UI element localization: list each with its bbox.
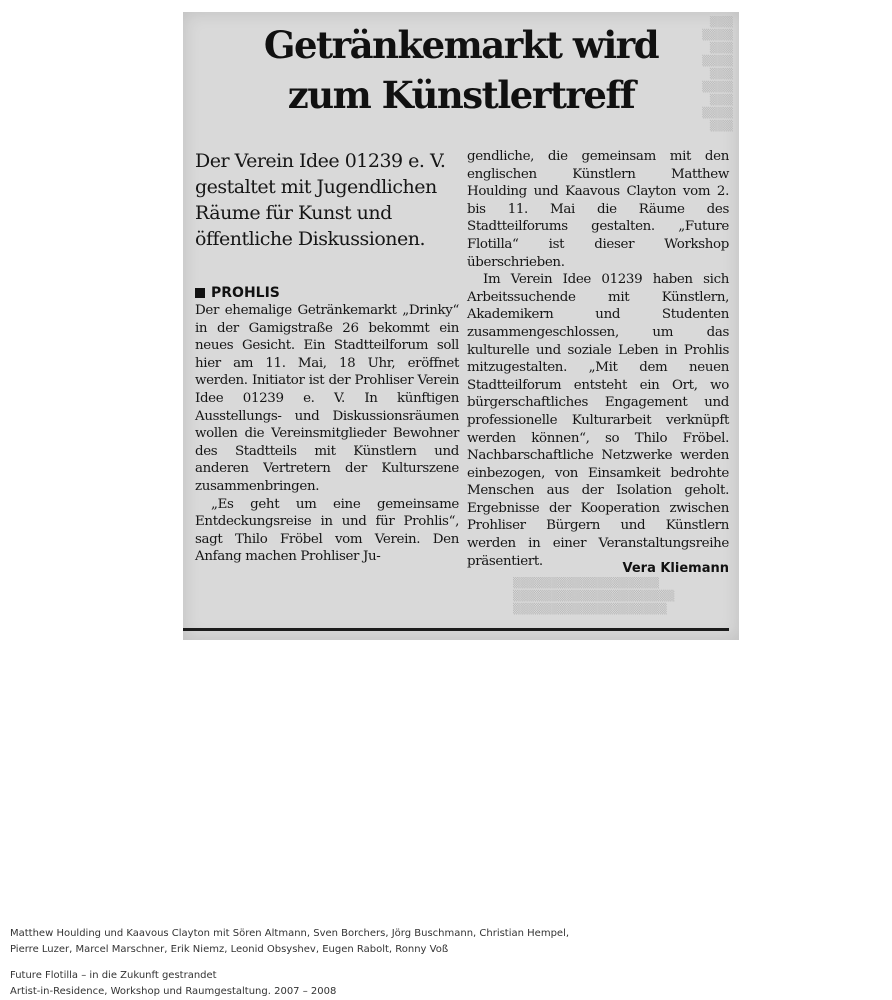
- article-column-right: [467, 148, 729, 570]
- credits-line: Future Flotilla – in die Zukunft gestrandet: [10, 970, 217, 981]
- article-paragraph: Im Verein Idee 01239 haben sich Arbeitssuchende mit Künstlern, Akademikern und Studenten zusammengeschlossen, um das kulturelle und soziale Leben in Prohlis mitzugestalten. „Mit dem neuen Stadtteilforum entsteht ein Ort, wo bürgerschaftliches Engagement und professionelle Kulturarbeit verknüpft werden können“, so Thilo Fröbel. Nachbarschaftliche Netzwerke werden einbezogen, von Einsamkeit bedrohte Menschen aus der Isolation geholt. Ergebnisse der Kooperation zwischen Prohliser Bürgern und Künstlern werden in einer Veranstaltungsreihe präsentiert.: [467, 272, 729, 569]
- article-column-left: [195, 302, 459, 566]
- article-headline: [183, 20, 739, 120]
- newspaper-clipping: [183, 12, 739, 640]
- bottom-rule: [183, 628, 729, 631]
- bleed-through-text: ▒▒▒▒▒▒▒▒▒▒▒▒▒▒▒▒▒▒▒ ▒▒▒▒▒▒▒▒▒▒▒▒▒▒▒▒▒▒▒▒▒ ▒▒▒▒▒▒▒▒▒▒▒▒▒▒▒▒▒▒▒▒: [513, 578, 675, 615]
- credits-line: Artist-in-Residence, Workshop und Raumgestaltung. 2007 – 2008: [10, 986, 337, 997]
- credits-line: Pierre Luzer, Marcel Marschner, Erik Niemz, Leonid Obsyshev, Eugen Rabolt, Ronny Voß: [10, 944, 449, 955]
- headline-line-2: zum Künstlertreff: [287, 73, 635, 117]
- bleed-through-text: ▒▒▒ ▒▒▒▒ ▒▒▒ ▒▒▒▒ ▒▒▒ ▒▒▒▒ ▒▒▒ ▒▒▒▒ ▒▒▒: [702, 17, 733, 132]
- article-deck: Der Verein Idee 01239 e. V. gestaltet mit Jugendlichen Räume für Kunst und öffentliche Diskussionen.: [195, 150, 446, 250]
- credits-caption: [10, 926, 870, 1000]
- square-bullet-icon: [195, 288, 205, 298]
- spacer: [10, 958, 870, 968]
- article-paragraph: gendliche, die gemeinsam mit den englischen Künstlern Matthew Houlding und Kaavous Clayton vom 2. bis 11. Mai die Räume des Stadtteilforums gestalten. „Future Flotilla“ ist dieser Workshop überschrieben.: [467, 149, 729, 270]
- article-byline: Vera Kliemann: [622, 561, 729, 576]
- article-dateline: [195, 284, 280, 302]
- article-paragraph: Der ehemalige Getränkemarkt „Drinky“ in der Gamigstraße 26 bekommt ein neues Gesicht. Ein Stadtteilforum soll hier am 11. Mai, 18 Uhr, eröffnet werden. Initiator ist der Prohliser Verein Idee 01239 e. V. In künftigen Ausstellungs- und Diskussionsräumen wollen die Vereinsmitglieder Bewohner des Stadtteils mit Künstlern und anderen Vertretern der Kulturszene zusammenbringen.: [195, 303, 459, 494]
- headline-line-1: Getränkemarkt wird: [263, 23, 659, 67]
- dateline-text: PROHLIS: [211, 285, 280, 301]
- credits-line: Matthew Houlding und Kaavous Clayton mit Sören Altmann, Sven Borchers, Jörg Buschmann, Christian Hempel,: [10, 928, 570, 939]
- article-paragraph: „Es geht um eine gemeinsame Entdeckungsreise in und für Prohlis“, sagt Thilo Fröbel vom Verein. Den Anfang machen Prohliser Ju-: [195, 496, 459, 565]
